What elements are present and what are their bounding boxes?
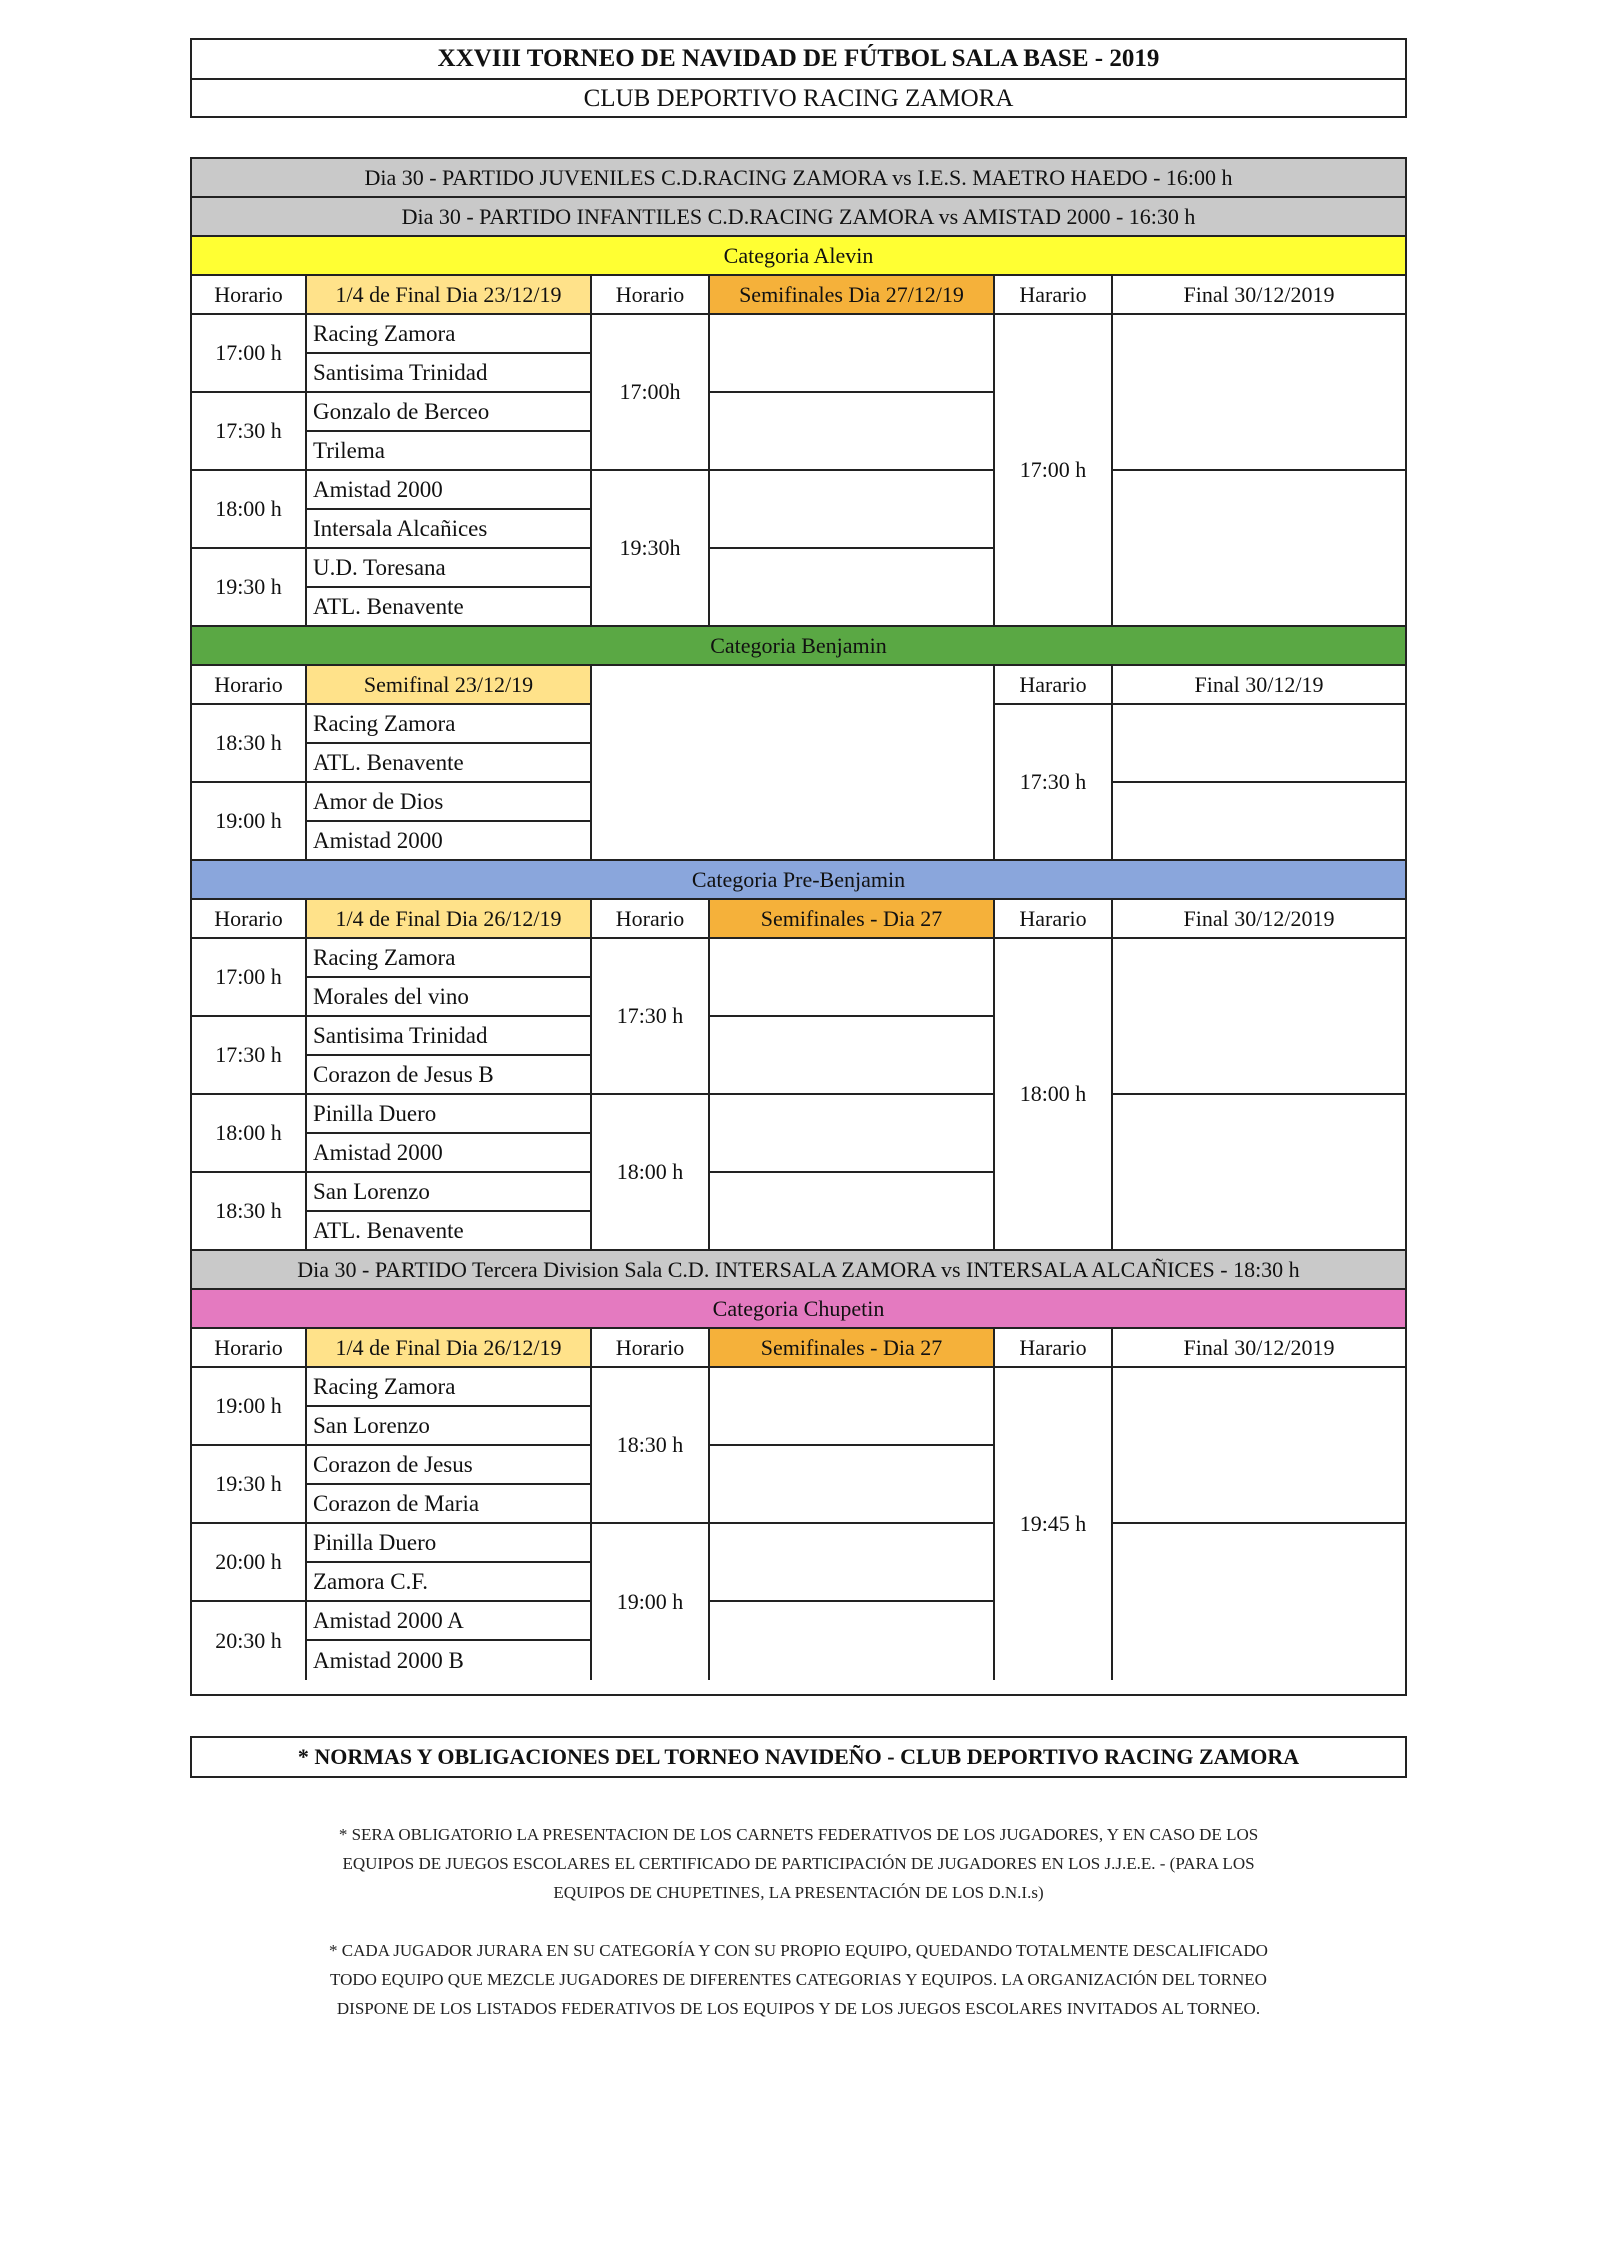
team-name: Gonzalo de Berceo (307, 393, 592, 432)
team-name: Zamora C.F. (307, 1563, 592, 1602)
team-name: Racing Zamora (307, 1368, 592, 1407)
team-name: U.D. Toresana (307, 549, 592, 588)
category-benjamin: Categoria Benjamin (192, 627, 1405, 666)
team-name: Amistad 2000 A (307, 1602, 592, 1641)
team-name: Amistad 2000 B (307, 1641, 592, 1680)
final-result-slot (1113, 783, 1405, 861)
team-name: Racing Zamora (307, 315, 592, 354)
rule-note-1-line: EQUIPOS DE JUEGOS ESCOLARES EL CERTIFICADO DE PARTICIPACIÓN DE JUGADORES EN LOS J.J.E.E. - (PARA LOS (342, 1854, 1255, 1873)
column-header: Semifinales - Dia 27 (710, 1329, 995, 1368)
category-chupetin: Categoria Chupetin (192, 1290, 1405, 1329)
column-header: Horario (192, 1329, 307, 1368)
final-time: 19:45 h (995, 1368, 1113, 1680)
team-name: ATL. Benavente (307, 744, 592, 783)
final-result-slot (1113, 315, 1405, 471)
team-name: Santisima Trinidad (307, 1017, 592, 1056)
team-name: Amistad 2000 (307, 1134, 592, 1173)
semi-result-slot (710, 1446, 995, 1524)
team-name: San Lorenzo (307, 1407, 592, 1446)
semi-result-slot (710, 471, 995, 549)
semi-time: 19:30h (592, 471, 710, 627)
semi-time: 17:00h (592, 315, 710, 471)
column-header: 1/4 de Final Dia 26/12/19 (307, 900, 592, 939)
semi-time: 18:00 h (592, 1095, 710, 1251)
tournament-header (190, 38, 1407, 118)
rule-note-1 (190, 1820, 1407, 1907)
column-header: Horario (192, 276, 307, 315)
team-name: Racing Zamora (307, 939, 592, 978)
match-time: 18:30 h (192, 705, 307, 783)
team-name: Amor de Dios (307, 783, 592, 822)
semi-time: 18:30 h (592, 1368, 710, 1524)
rules-title: * NORMAS Y OBLIGACIONES DEL TORNEO NAVIDEÑO - CLUB DEPORTIVO RACING ZAMORA (190, 1736, 1407, 1778)
semi-time: 17:30 h (592, 939, 710, 1095)
match-time: 19:30 h (192, 1446, 307, 1524)
column-header: Final 30/12/2019 (1113, 1329, 1405, 1368)
match-time: 17:30 h (192, 393, 307, 471)
column-header: Semifinal 23/12/19 (307, 666, 592, 705)
final-result-slot (1113, 1095, 1405, 1251)
semi-result-slot (710, 1017, 995, 1095)
category-prebenjamin: Categoria Pre-Benjamin (192, 861, 1405, 900)
final-result-slot (1113, 1524, 1405, 1680)
rule-note-2-line: DISPONE DE LOS LISTADOS FEDERATIVOS DE LOS EQUIPOS Y DE LOS JUEGOS ESCOLARES INVITADOS AL TORNEO. (336, 1999, 1261, 2018)
final-result-slot (1113, 939, 1405, 1095)
semi-result-slot (710, 1095, 995, 1173)
schedule-table (190, 157, 1407, 1696)
team-name: Santisima Trinidad (307, 354, 592, 393)
column-header: Harario (995, 276, 1113, 315)
empty-area (592, 666, 995, 861)
match-time: 19:00 h (192, 783, 307, 861)
final-result-slot (1113, 471, 1405, 627)
match-time: 17:00 h (192, 939, 307, 1017)
column-header: Semifinales Dia 27/12/19 (710, 276, 995, 315)
team-name: Morales del vino (307, 978, 592, 1017)
team-name: Corazon de Jesus (307, 1446, 592, 1485)
column-header: Horario (592, 900, 710, 939)
team-name: Corazon de Maria (307, 1485, 592, 1524)
team-name: ATL. Benavente (307, 1212, 592, 1251)
final-time: 17:00 h (995, 315, 1113, 627)
rule-note-1-line: * SERA OBLIGATORIO LA PRESENTACION DE LOS CARNETS FEDERATIVOS DE LOS JUGADORES, Y EN CASO DE LOS (338, 1825, 1259, 1844)
column-header: 1/4 de Final Dia 26/12/19 (307, 1329, 592, 1368)
match-time: 20:30 h (192, 1602, 307, 1680)
semi-result-slot (710, 1368, 995, 1446)
category-alevin: Categoria Alevin (192, 237, 1405, 276)
column-header: Horario (592, 276, 710, 315)
match-banner-tercera: Dia 30 - PARTIDO Tercera Division Sala C.D. INTERSALA ZAMORA vs INTERSALA ALCAÑICES - 18:30 h (192, 1251, 1405, 1290)
rule-note-2-line: TODO EQUIPO QUE MEZCLE JUGADORES DE DIFERENTES CATEGORIAS Y EQUIPOS. LA ORGANIZACIÓN DEL TORNEO (330, 1970, 1267, 1989)
column-header: Horario (592, 1329, 710, 1368)
semi-result-slot (710, 1173, 995, 1251)
match-time: 18:30 h (192, 1173, 307, 1251)
match-time: 18:00 h (192, 1095, 307, 1173)
team-name: Corazon de Jesus B (307, 1056, 592, 1095)
team-name: Intersala Alcañices (307, 510, 592, 549)
semi-time: 19:00 h (592, 1524, 710, 1680)
final-time: 18:00 h (995, 939, 1113, 1251)
match-banner-infantiles: Dia 30 - PARTIDO INFANTILES C.D.RACING ZAMORA vs AMISTAD 2000 - 16:30 h (192, 198, 1405, 237)
match-time: 20:00 h (192, 1524, 307, 1602)
column-header: Final 30/12/2019 (1113, 276, 1405, 315)
column-header: Horario (192, 900, 307, 939)
team-name: San Lorenzo (307, 1173, 592, 1212)
column-header: Final 30/12/19 (1113, 666, 1405, 705)
rule-note-2 (190, 1936, 1407, 2023)
match-time: 19:00 h (192, 1368, 307, 1446)
match-time: 17:30 h (192, 1017, 307, 1095)
column-header: Harario (995, 900, 1113, 939)
column-header: 1/4 de Final Dia 23/12/19 (307, 276, 592, 315)
team-name: Racing Zamora (307, 705, 592, 744)
team-name: Trilema (307, 432, 592, 471)
team-name: Pinilla Duero (307, 1524, 592, 1563)
match-banner-juveniles: Dia 30 - PARTIDO JUVENILES C.D.RACING ZAMORA vs I.E.S. MAETRO HAEDO - 16:00 h (192, 159, 1405, 198)
semi-result-slot (710, 549, 995, 627)
final-result-slot (1113, 1368, 1405, 1524)
column-header: Horario (192, 666, 307, 705)
column-header: Harario (995, 666, 1113, 705)
rule-note-2-line: * CADA JUGADOR JURARA EN SU CATEGORÍA Y CON SU PROPIO EQUIPO, QUEDANDO TOTALMENTE DESCALIFICADO (329, 1941, 1268, 1960)
semi-result-slot (710, 393, 995, 471)
column-header: Semifinales - Dia 27 (710, 900, 995, 939)
team-name: Amistad 2000 (307, 822, 592, 861)
final-result-slot (1113, 705, 1405, 783)
team-name: Pinilla Duero (307, 1095, 592, 1134)
match-time: 18:00 h (192, 471, 307, 549)
match-time: 17:00 h (192, 315, 307, 393)
tournament-title: XXVIII TORNEO DE NAVIDAD DE FÚTBOL SALA BASE - 2019 (192, 40, 1405, 80)
match-time: 19:30 h (192, 549, 307, 627)
final-time: 17:30 h (995, 705, 1113, 861)
rule-note-1-line: EQUIPOS DE CHUPETINES, LA PRESENTACIÓN DE LOS D.N.I.s) (553, 1883, 1044, 1902)
semi-result-slot (710, 315, 995, 393)
team-name: ATL. Benavente (307, 588, 592, 627)
column-header: Final 30/12/2019 (1113, 900, 1405, 939)
semi-result-slot (710, 1524, 995, 1602)
club-name: CLUB DEPORTIVO RACING ZAMORA (583, 85, 1014, 112)
team-name: Amistad 2000 (307, 471, 592, 510)
semi-result-slot (710, 939, 995, 1017)
column-header: Harario (995, 1329, 1113, 1368)
semi-result-slot (710, 1602, 995, 1680)
